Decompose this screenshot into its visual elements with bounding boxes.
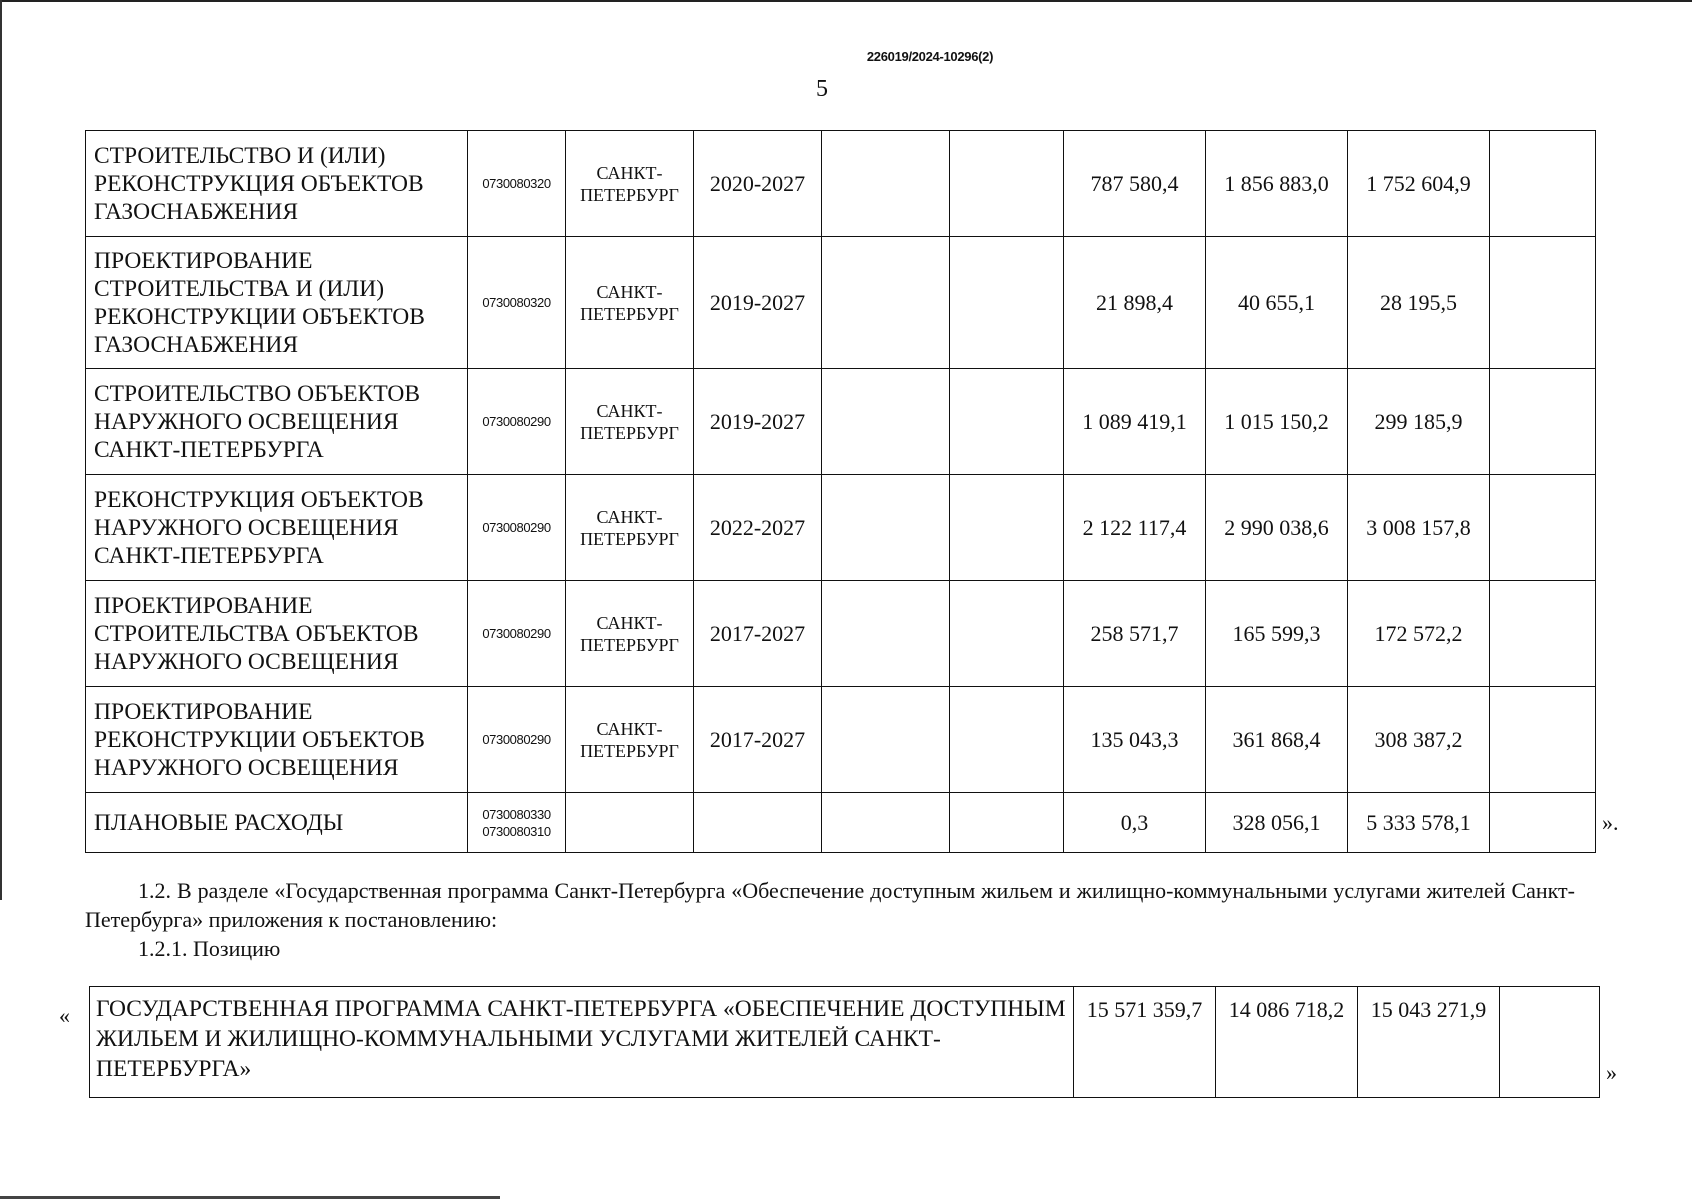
table-row: [86, 131, 1596, 237]
empty-cell: [950, 369, 1064, 475]
amount-2: 14 086 718,2: [1216, 987, 1358, 1098]
item-name: ПРОЕКТИРОВАНИЕ СТРОИТЕЛЬСТВА И (ИЛИ) РЕКОНСТРУКЦИИ ОБЪЕКТОВ ГАЗОСНАБЖЕНИЯ: [86, 237, 468, 369]
amount-3: 172 572,2: [1348, 581, 1490, 687]
empty-cell: [822, 475, 950, 581]
amount-1: 1 089 419,1: [1064, 369, 1206, 475]
amount-1: 15 571 359,7: [1074, 987, 1216, 1098]
empty-cell: [950, 237, 1064, 369]
paragraph-1-2-1: 1.2.1. Позицию: [138, 936, 281, 961]
table-row: [86, 581, 1596, 687]
empty-cell: [1490, 131, 1596, 237]
empty-cell: [822, 237, 950, 369]
table-row: [86, 687, 1596, 793]
region: САНКТ-ПЕТЕРБУРГ: [566, 687, 694, 793]
empty-cell: [1490, 475, 1596, 581]
program-name: ГОСУДАРСТВЕННАЯ ПРОГРАММА САНКТ-ПЕТЕРБУРГА «ОБЕСПЕЧЕНИЕ ДОСТУПНЫМ ЖИЛЬЕМ И ЖИЛИЩНО-КОММУНАЛЬНЫМИ УСЛУГАМИ ЖИТЕЛЕЙ САНКТ-ПЕТЕРБУРГА»: [90, 987, 1074, 1098]
left-scan-edge: [0, 0, 2, 900]
amount-1: 2 122 117,4: [1064, 475, 1206, 581]
region: САНКТ-ПЕТЕРБУРГ: [566, 581, 694, 687]
empty-cell: [822, 687, 950, 793]
table-row: [86, 369, 1596, 475]
empty-cell: [1490, 237, 1596, 369]
period: 2019-2027: [694, 237, 822, 369]
empty-cell: [822, 369, 950, 475]
amount-3: 1 752 604,9: [1348, 131, 1490, 237]
closing-quote: ».: [1602, 810, 1619, 835]
table-row: [86, 475, 1596, 581]
budget-code: 0730080310: [482, 823, 551, 839]
empty-cell: [950, 793, 1064, 853]
item-name: ПРОЕКТИРОВАНИЕ РЕКОНСТРУКЦИИ ОБЪЕКТОВ НАРУЖНОГО ОСВЕЩЕНИЯ: [86, 687, 468, 793]
amount-3: 299 185,9: [1348, 369, 1490, 475]
budget-code: 0730080290: [468, 581, 566, 687]
amount-1: 135 043,3: [1064, 687, 1206, 793]
amount-3: 5 333 578,1: [1348, 793, 1490, 853]
region: САНКТ-ПЕТЕРБУРГ: [566, 369, 694, 475]
period: 2017-2027: [694, 687, 822, 793]
amount-2: 328 056,1: [1206, 793, 1348, 853]
opening-quote: «: [59, 1003, 70, 1028]
empty-cell: [694, 793, 822, 853]
amount-2: 1 015 150,2: [1206, 369, 1348, 475]
amount-3: 308 387,2: [1348, 687, 1490, 793]
item-name: ПРОЕКТИРОВАНИЕ СТРОИТЕЛЬСТВА ОБЪЕКТОВ НАРУЖНОГО ОСВЕЩЕНИЯ: [86, 581, 468, 687]
region: САНКТ-ПЕТЕРБУРГ: [566, 131, 694, 237]
period: 2022-2027: [694, 475, 822, 581]
period: 2017-2027: [694, 581, 822, 687]
item-name: СТРОИТЕЛЬСТВО ОБЪЕКТОВ НАРУЖНОГО ОСВЕЩЕНИЯ САНКТ-ПЕТЕРБУРГА: [86, 369, 468, 475]
region: САНКТ-ПЕТЕРБУРГ: [566, 237, 694, 369]
empty-cell: [950, 687, 1064, 793]
table-row-planned: [86, 793, 1596, 853]
empty-cell: [950, 581, 1064, 687]
region: САНКТ-ПЕТЕРБУРГ: [566, 475, 694, 581]
empty-cell: [822, 131, 950, 237]
budget-code: 0730080320: [468, 237, 566, 369]
table-row: [86, 237, 1596, 369]
amount-3: 3 008 157,8: [1348, 475, 1490, 581]
amount-1: 0,3: [1064, 793, 1206, 853]
budget-codes: [468, 793, 566, 853]
paragraph-1-2: 1.2. В разделе «Государственная программа Санкт-Петербурга «Обеспечение доступным жильем и жилищно-коммунальными услугами жителей Санкт-Петербурга» приложения к постановлению:: [85, 878, 1575, 932]
closing-quote: »: [1606, 1060, 1617, 1085]
amount-3: 28 195,5: [1348, 237, 1490, 369]
budget-code: 0730080290: [468, 369, 566, 475]
empty-cell: [1500, 987, 1600, 1098]
amount-3: 15 043 271,9: [1358, 987, 1500, 1098]
amount-1: 21 898,4: [1064, 237, 1206, 369]
amount-2: 165 599,3: [1206, 581, 1348, 687]
item-name: СТРОИТЕЛЬСТВО И (ИЛИ) РЕКОНСТРУКЦИЯ ОБЪЕКТОВ ГАЗОСНАБЖЕНИЯ: [86, 131, 468, 237]
empty-cell: [566, 793, 694, 853]
empty-cell: [950, 131, 1064, 237]
amount-2: 40 655,1: [1206, 237, 1348, 369]
empty-cell: [1490, 793, 1596, 853]
amount-2: 361 868,4: [1206, 687, 1348, 793]
program-table: [89, 986, 1600, 1098]
amount-1: 258 571,7: [1064, 581, 1206, 687]
budget-code: 0730080290: [468, 687, 566, 793]
empty-cell: [1490, 687, 1596, 793]
empty-cell: [822, 793, 950, 853]
empty-cell: [1490, 369, 1596, 475]
bottom-line: [0, 1196, 500, 1199]
empty-cell: [822, 581, 950, 687]
period: 2020-2027: [694, 131, 822, 237]
page-number: 5: [816, 76, 828, 102]
period: 2019-2027: [694, 369, 822, 475]
table-row: [90, 987, 1600, 1098]
document-number: 226019/2024-10296(2): [866, 49, 994, 64]
empty-cell: [950, 475, 1064, 581]
budget-code: 0730080330: [482, 806, 551, 822]
amount-1: 787 580,4: [1064, 131, 1206, 237]
empty-cell: [1490, 581, 1596, 687]
item-name: ПЛАНОВЫЕ РАСХОДЫ: [86, 793, 468, 853]
amount-2: 1 856 883,0: [1206, 131, 1348, 237]
budget-table: [85, 130, 1596, 853]
amount-2: 2 990 038,6: [1206, 475, 1348, 581]
budget-code: 0730080290: [468, 475, 566, 581]
top-border-line: [0, 0, 1692, 2]
budget-code: 0730080320: [468, 131, 566, 237]
item-name: РЕКОНСТРУКЦИЯ ОБЪЕКТОВ НАРУЖНОГО ОСВЕЩЕНИЯ САНКТ-ПЕТЕРБУРГА: [86, 475, 468, 581]
